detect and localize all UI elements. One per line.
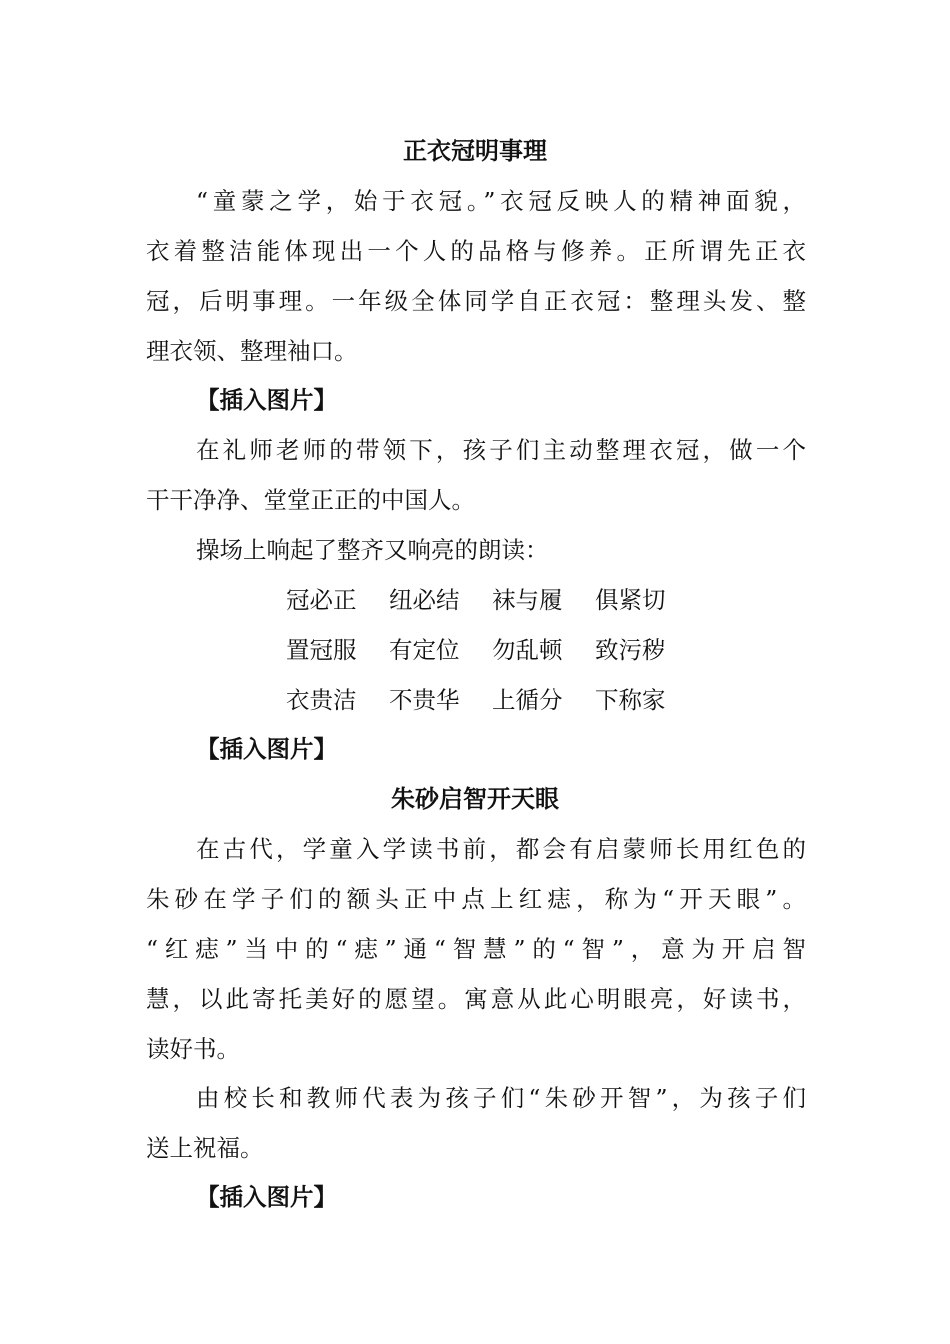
paragraph-line: 慧，以此寄托美好的愿望。寓意从此心明眼亮，好读书， bbox=[146, 985, 806, 1013]
verse-line-2 bbox=[286, 625, 698, 675]
paragraph-line: 送上祝福。 bbox=[146, 1134, 264, 1162]
paragraph-line: 在古代，学童入学读书前，都会有启蒙师长用红色的 bbox=[196, 835, 806, 863]
paragraph-line: 在礼师老师的带领下，孩子们主动整理衣冠，做一个 bbox=[196, 436, 806, 464]
verse-phrase: 下称家 bbox=[595, 686, 666, 714]
paragraph-line: 干干净净、堂堂正正的中国人。 bbox=[146, 486, 475, 514]
verse-phrase: 纽必结 bbox=[389, 586, 460, 614]
paragraph-line: 操场上响起了整齐又响亮的朗读： bbox=[196, 536, 549, 564]
verse-phrase: 衣贵洁 bbox=[286, 686, 357, 714]
verse-phrase: 上循分 bbox=[492, 686, 563, 714]
paragraph-line: 冠，后明事理。一年级全体同学自正衣冠：整理头发、整 bbox=[146, 287, 806, 315]
verse-phrase: 置冠服 bbox=[286, 636, 357, 664]
verse-phrase: 勿乱顿 bbox=[492, 636, 563, 664]
section-title-1: 正衣冠明事理 bbox=[403, 137, 547, 165]
verse-line-3 bbox=[286, 675, 698, 725]
verse-phrase: 冠必正 bbox=[286, 586, 357, 614]
paragraph-line: 理衣领、整理袖口。 bbox=[146, 337, 358, 365]
insert-image-placeholder-3: 【插入图片】 bbox=[196, 1183, 337, 1211]
paragraph-line: 朱砂在学子们的额头正中点上红痣，称为“开天眼”。 bbox=[146, 885, 806, 913]
insert-image-placeholder-2: 【插入图片】 bbox=[196, 735, 337, 763]
paragraph-line: “红痣”当中的“痣”通“智慧”的“智”，意为开启智 bbox=[146, 935, 806, 963]
paragraph-line: “童蒙之学，始于衣冠。”衣冠反映人的精神面貌， bbox=[196, 187, 806, 215]
paragraph-line: 衣着整洁能体现出一个人的品格与修养。正所谓先正衣 bbox=[146, 237, 806, 265]
verse-phrase: 袜与履 bbox=[492, 586, 563, 614]
paragraph-line: 读好书。 bbox=[146, 1035, 240, 1063]
verse-phrase: 不贵华 bbox=[389, 686, 460, 714]
section-title-2: 朱砂启智开天眼 bbox=[391, 785, 559, 813]
verse-phrase: 俱紧切 bbox=[595, 586, 666, 614]
verse-line-1 bbox=[286, 575, 698, 625]
verse-phrase: 致污秽 bbox=[595, 636, 666, 664]
paragraph-line: 由校长和教师代表为孩子们“朱砂开智”，为孩子们 bbox=[196, 1084, 806, 1112]
verse-phrase: 有定位 bbox=[389, 636, 460, 664]
insert-image-placeholder-1: 【插入图片】 bbox=[196, 386, 337, 414]
